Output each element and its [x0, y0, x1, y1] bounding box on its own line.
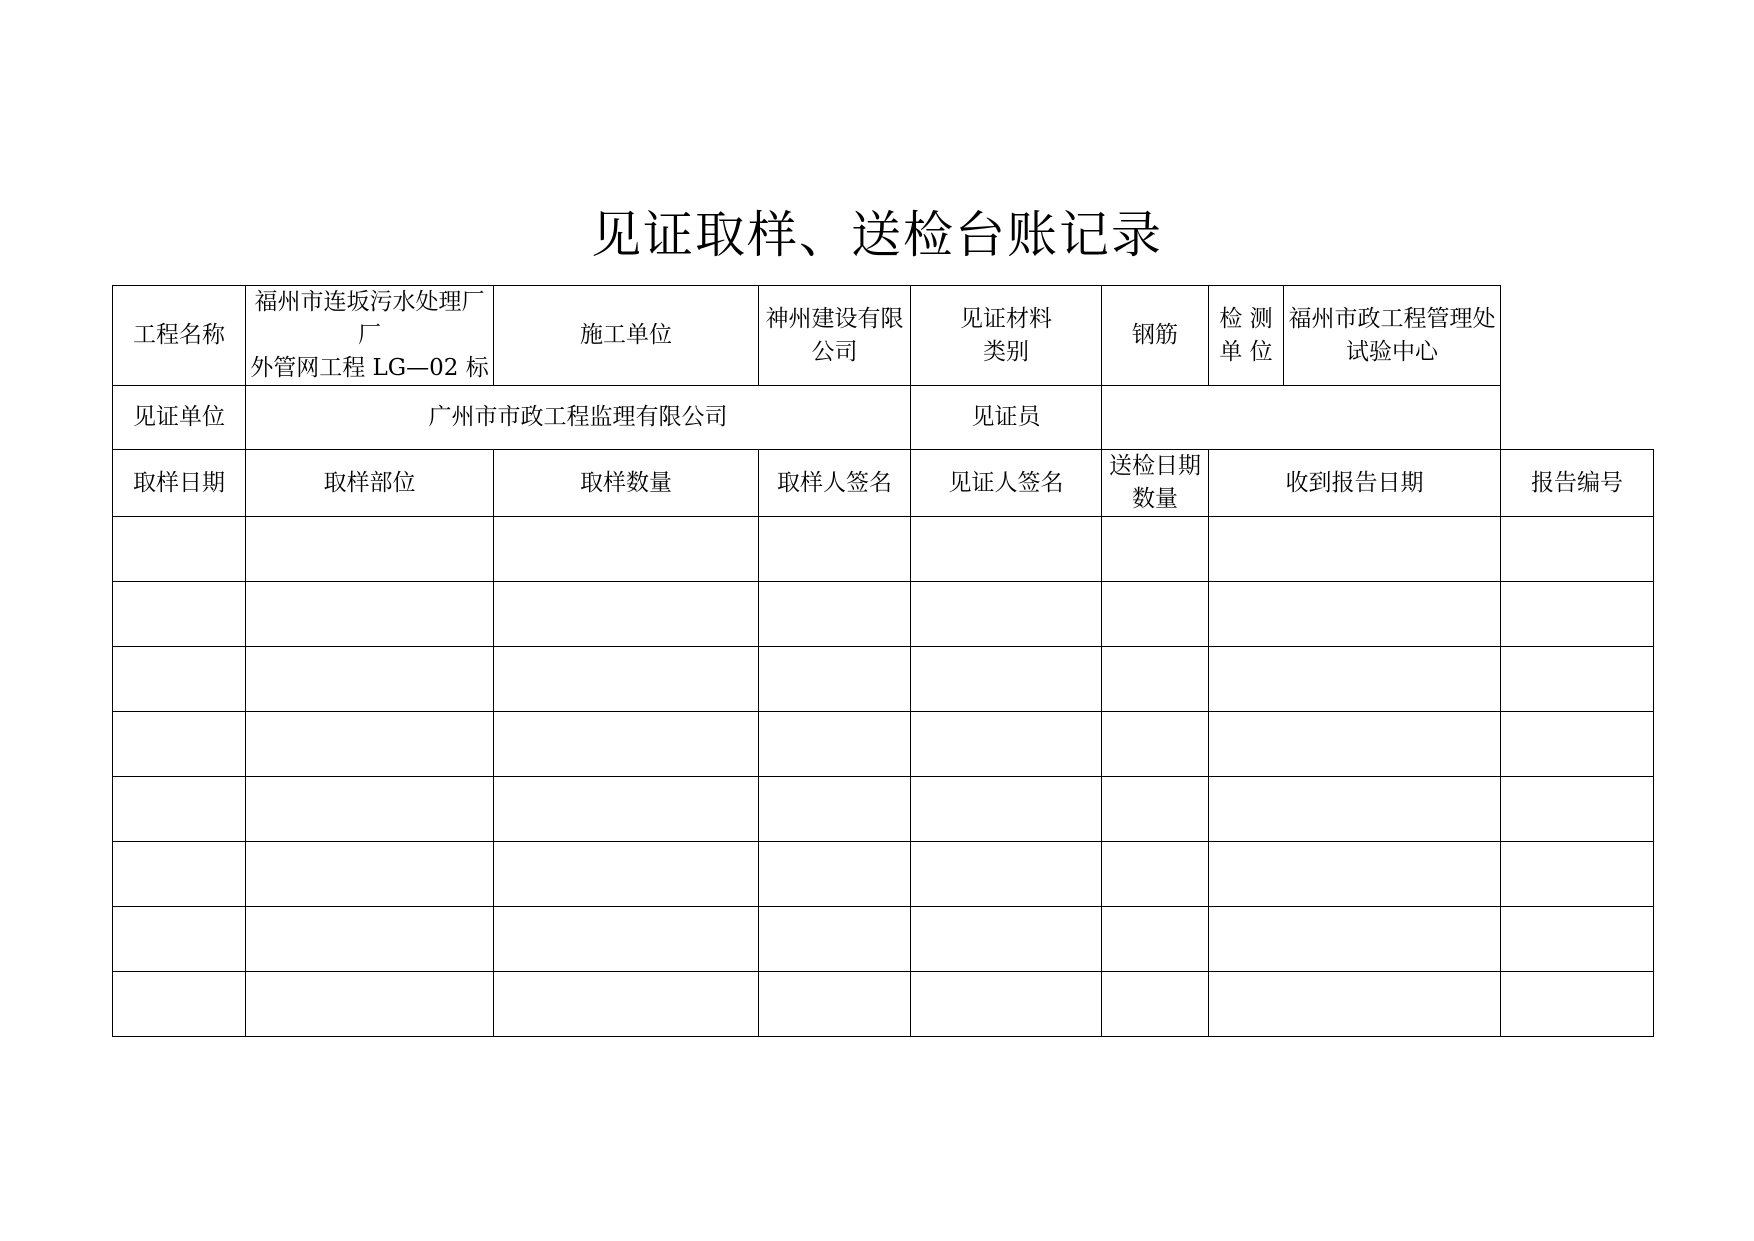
cell-sample-location[interactable]: [246, 777, 494, 842]
project-info-row: [113, 286, 1654, 386]
test-unit-value: [1284, 286, 1501, 386]
cell-sample-location[interactable]: [246, 907, 494, 972]
cell-sample-location[interactable]: [246, 842, 494, 907]
cell-sample-quantity[interactable]: [494, 582, 759, 647]
test-unit-value-line2: 试验中心: [1346, 338, 1438, 365]
page-title: 见证取样、送检台账记录: [591, 206, 1163, 264]
cell-sampler-signature[interactable]: [759, 517, 911, 582]
cell-report-number[interactable]: [1501, 647, 1654, 712]
cell-sample-date[interactable]: [113, 972, 246, 1037]
cell-sample-quantity[interactable]: [494, 647, 759, 712]
cell-sampler-signature[interactable]: [759, 842, 911, 907]
cell-witness-signature[interactable]: [911, 517, 1102, 582]
col-header-sample-quantity: 取样数量: [494, 450, 759, 517]
table-row: [113, 517, 1654, 582]
table-row: [113, 647, 1654, 712]
cell-sample-quantity[interactable]: [494, 842, 759, 907]
cell-sampler-signature[interactable]: [759, 777, 911, 842]
cell-sample-quantity[interactable]: [494, 712, 759, 777]
cell-report-received-date[interactable]: [1209, 907, 1501, 972]
cell-sample-quantity[interactable]: [494, 517, 759, 582]
cell-sample-date[interactable]: [113, 647, 246, 712]
project-name-label: 工程名称: [113, 286, 246, 386]
cell-witness-signature[interactable]: [911, 907, 1102, 972]
witness-person-label: 见证员: [911, 386, 1102, 450]
cell-witness-signature[interactable]: [911, 712, 1102, 777]
col-header-report-number: 报告编号: [1501, 450, 1654, 517]
cell-submit-date-qty[interactable]: [1102, 712, 1209, 777]
cell-sample-location[interactable]: [246, 972, 494, 1037]
material-label: [911, 286, 1102, 386]
cell-sample-quantity[interactable]: [494, 777, 759, 842]
cell-report-received-date[interactable]: [1209, 712, 1501, 777]
cell-sample-location[interactable]: [246, 647, 494, 712]
material-value: 钢筋: [1102, 286, 1209, 386]
col-header-report-received-date: 收到报告日期: [1209, 450, 1501, 517]
table-row: [113, 842, 1654, 907]
witness-unit-value: 广州市市政工程监理有限公司: [246, 386, 911, 450]
cell-submit-date-qty[interactable]: [1102, 777, 1209, 842]
cell-sampler-signature[interactable]: [759, 647, 911, 712]
witness-person-value[interactable]: [1102, 386, 1501, 450]
table-row: [113, 582, 1654, 647]
cell-sample-date[interactable]: [113, 712, 246, 777]
cell-report-received-date[interactable]: [1209, 972, 1501, 1037]
cell-sample-date[interactable]: [113, 582, 246, 647]
cell-sample-date[interactable]: [113, 777, 246, 842]
col-header-submit-date-qty: 送检日期数量: [1102, 450, 1209, 517]
material-label-line1: 见证材料: [960, 305, 1052, 332]
cell-report-number[interactable]: [1501, 972, 1654, 1037]
cell-sampler-signature[interactable]: [759, 712, 911, 777]
cell-witness-signature[interactable]: [911, 777, 1102, 842]
table-row: [113, 972, 1654, 1037]
column-header-row: [113, 450, 1654, 517]
col-header-sampler-signature: 取样人签名: [759, 450, 911, 517]
project-name-line2: 外管网工程 LG—02 标: [250, 355, 489, 381]
col-header-sample-location: 取样部位: [246, 450, 494, 517]
cell-sample-date[interactable]: [113, 842, 246, 907]
project-name-line1: 福州市连坂污水处理厂厂: [254, 289, 485, 348]
cell-report-number[interactable]: [1501, 907, 1654, 972]
project-name-value: [246, 286, 494, 386]
cell-witness-signature[interactable]: [911, 972, 1102, 1037]
cell-sample-location[interactable]: [246, 517, 494, 582]
cell-report-number[interactable]: [1501, 712, 1654, 777]
cell-report-number[interactable]: [1501, 777, 1654, 842]
table-row: [113, 907, 1654, 972]
cell-report-number[interactable]: [1501, 582, 1654, 647]
cell-submit-date-qty[interactable]: [1102, 582, 1209, 647]
cell-submit-date-qty[interactable]: [1102, 517, 1209, 582]
test-unit-label: [1209, 286, 1284, 386]
cell-report-received-date[interactable]: [1209, 647, 1501, 712]
cell-sample-location[interactable]: [246, 582, 494, 647]
cell-sample-location[interactable]: [246, 712, 494, 777]
cell-report-number[interactable]: [1501, 842, 1654, 907]
cell-submit-date-qty[interactable]: [1102, 972, 1209, 1037]
table-row: [113, 712, 1654, 777]
material-label-line2: 类别: [983, 338, 1029, 365]
cell-sample-date[interactable]: [113, 907, 246, 972]
test-unit-label-line1: 检 测: [1219, 305, 1273, 332]
cell-sample-quantity[interactable]: [494, 972, 759, 1037]
cell-report-received-date[interactable]: [1209, 582, 1501, 647]
cell-witness-signature[interactable]: [911, 842, 1102, 907]
cell-report-received-date[interactable]: [1209, 777, 1501, 842]
cell-witness-signature[interactable]: [911, 647, 1102, 712]
cell-sample-date[interactable]: [113, 517, 246, 582]
col-header-witness-signature: 见证人签名: [911, 450, 1102, 517]
witness-unit-label: 见证单位: [113, 386, 246, 450]
cell-sampler-signature[interactable]: [759, 582, 911, 647]
ledger-table: [112, 285, 1654, 1037]
cell-submit-date-qty[interactable]: [1102, 647, 1209, 712]
witness-info-row: [113, 386, 1654, 450]
cell-sampler-signature[interactable]: [759, 907, 911, 972]
contractor-label: 施工单位: [494, 286, 759, 386]
cell-submit-date-qty[interactable]: [1102, 842, 1209, 907]
cell-sample-quantity[interactable]: [494, 907, 759, 972]
col-header-sample-date: 取样日期: [113, 450, 246, 517]
table-row: [113, 777, 1654, 842]
cell-report-received-date[interactable]: [1209, 517, 1501, 582]
cell-submit-date-qty[interactable]: [1102, 907, 1209, 972]
cell-report-number[interactable]: [1501, 517, 1654, 582]
test-unit-label-line2: 单 位: [1219, 338, 1273, 365]
cell-report-received-date[interactable]: [1209, 842, 1501, 907]
contractor-value: 神州建设有限公司: [759, 286, 911, 386]
cell-sampler-signature[interactable]: [759, 972, 911, 1037]
test-unit-value-line1: 福州市政工程管理处: [1288, 305, 1496, 332]
cell-witness-signature[interactable]: [911, 582, 1102, 647]
